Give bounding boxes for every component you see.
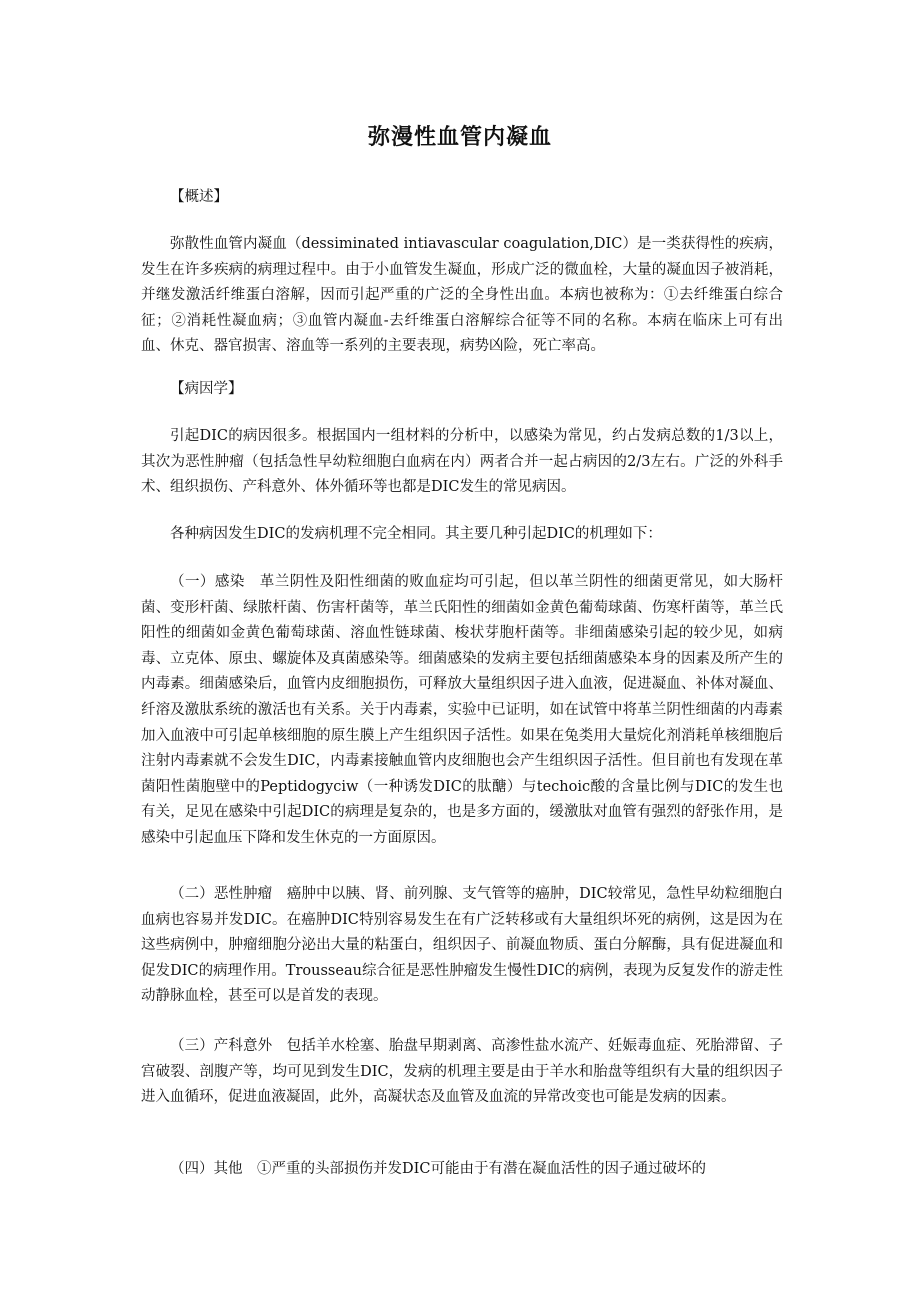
mechanism-intro-block: [141, 522, 783, 548]
etiology-paragraph-block: [141, 424, 783, 501]
overview-paragraph: 弥散性血管内凝血（dessiminated intiavascular coagulation,DIC）是一类获得性的疾病，发生在许多疾病的病理过程中。由于小血管发生凝血，形成广泛的微血栓，大量的凝血因子被消耗，并继发激活纤维蛋白溶解，因而引起严重的广泛的全身性出血。本病也被称为：①去纤维蛋白综合征；②消耗性凝血病；③血管内凝血-去纤维蛋白溶解综合征等不同的名称。本病在临床上可有出血、休克、器官损害、溶血等一系列的主要表现，病势凶险，死亡率高。: [141, 236, 783, 355]
etiology-paragraph-2: 各种病因发生DIC的发病机理不完全相同。其主要几种引起DIC的机理如下：: [170, 526, 662, 542]
other-paragraph: （四）其他 ①严重的头部损伤并发DIC可能由于有潜在凝血活性的因子通过破坏的: [170, 1161, 706, 1177]
tumor-paragraph: （二）恶性肿瘤 癌肿中以胰、肾、前列腺、支气管等的癌肿，DIC较常见，急性早幼粒细胞白血病也容易并发DIC。在癌肿DIC特别容易发生在有广泛转移或有大量组织坏死的病例，这是因为在这些病例中，肿瘤细胞分泌出大量的粘蛋白，组织因子、前凝血物质、蛋白分解酶，具有促进凝血和促发DIC的病理作用。Trousseau综合征是恶性肿瘤发生慢性DIC的病例，表现为反复发作的游走性动静脉血栓，甚至可以是首发的表现。: [141, 886, 783, 1005]
infection-section: [141, 570, 783, 852]
other-section: [141, 1157, 783, 1183]
overview-heading: 【概述】: [170, 189, 228, 205]
etiology-heading: 【病因学】: [170, 381, 243, 397]
obstetric-paragraph: （三）产科意外 包括羊水栓塞、胎盘早期剥离、高渗性盐水流产、妊娠毒血症、死胎滞留、子宫破裂、剖腹产等，均可见到发生DIC，发病的机理主要是由于羊水和胎盘等组织有大量的组织因子进入血循环，促进血液凝固，此外，高凝状态及血管及血流的异常改变也可能是发病的因素。: [141, 1038, 783, 1106]
etiology-paragraph-1: 引起DIC的病因很多。根据国内一组材料的分析中，以感染为常见，约占发病总数的1/3以上，其次为恶性肿瘤（包括急性早幼粒细胞白血病在内）两者合并一起占病因的2/3左右。广泛的外科手术、组织损伤、产科意外、体外循环等也都是DIC发生的常见病因。: [141, 428, 783, 496]
tumor-section: [141, 882, 783, 1010]
page-title: 弥漫性血管内凝血: [367, 124, 552, 150]
obstetric-section: [141, 1034, 783, 1111]
infection-paragraph: （一）感染 革兰阴性及阳性细菌的败血症均可引起，但以革兰阴性的细菌更常见，如大肠杆菌、变形杆菌、绿脓杆菌、伤害杆菌等，革兰氏阳性的细菌如金黄色葡萄球菌、伤寒杆菌等，革兰氏阳性的细菌如金黄色葡萄球菌、溶血性链球菌、梭状芽胞杆菌等。非细菌感染引起的较少见，如病毒、立克体、原虫、螺旋体及真菌感染等。细菌感染的发病主要包括细菌感染本身的因素及所产生的内毒素。细菌感染后，血管内皮细胞损伤，可释放大量组织因子进入血液，促进凝血、补体对凝血、纤溶及激肽系统的激活也有关系。关于内毒素，实验中已证明，如在试管中将革兰阴性细菌的内毒素加入血液中可引起单核细胞的原生膜上产生组织因子活性。如果在兔类用大量烷化剂消耗单核细胞后注射内毒素就不会发生DIC，内毒素接触血管内皮细胞也会产生组织因子活性。但目前也有发现在革菌阳性菌胞壁中的Peptidogyciw（一种诱发DIC的肽醣）与techoic酸的含量比例与DIC的发生也有关，足见在感染中引起DIC的病理是复杂的，也是多方面的，缓激肽对血管有强烈的舒张作用，是感染中引起血压下降和发生休克的一方面原因。: [141, 574, 783, 846]
overview-paragraph-block: [141, 232, 783, 360]
